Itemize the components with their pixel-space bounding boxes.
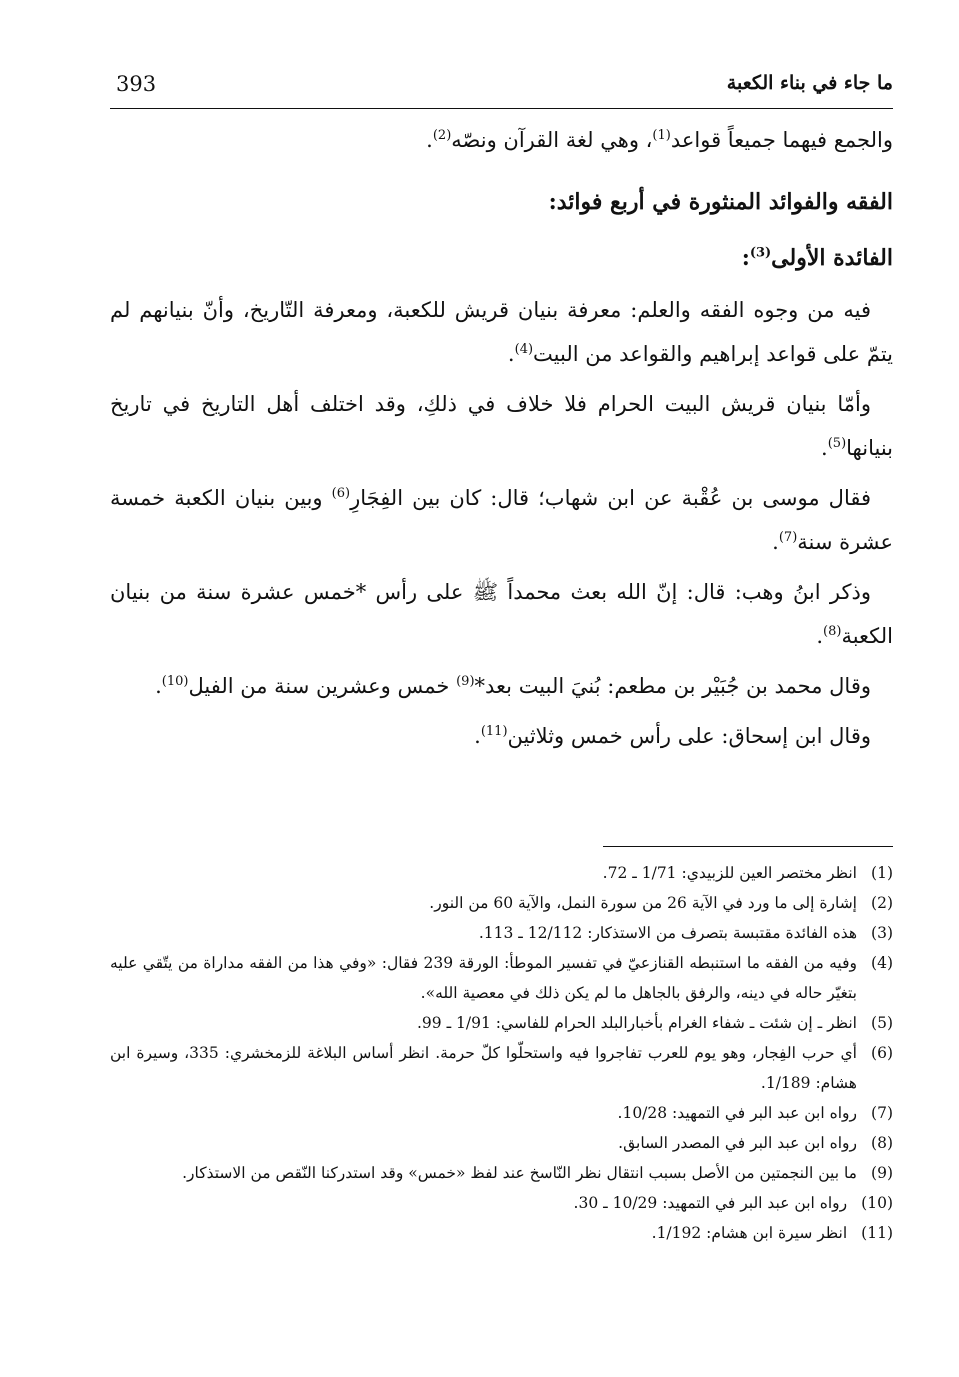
- footnote-ref: (3): [749, 245, 772, 261]
- footnote-item: [110, 888, 893, 918]
- footnote-item: [110, 1038, 893, 1098]
- footnote-text: أي حرب الفِجار، وهو يوم للعرب تفاجروا فيه واستحلّوا كلّ حرمة. انظر أساس البلاغة للزمخشري: 335، وسيرة ابن هشام: 1/189.: [110, 1044, 857, 1092]
- footnote-text: إشارة إلى ما ورد في الآية 26 من سورة النمل، والآية 60 من النور.: [429, 894, 857, 912]
- paragraph-text: وذكر ابنُ وهب: قال: إنّ الله بعث محمداً ﷺ على رأس *خمس عشرة سنة من بنيان الكعبة: [110, 580, 893, 648]
- paragraph-text: وقال محمد بن جُبَيْر بن مطعم: بُنيَ البيت بعد*: [474, 674, 871, 698]
- footnotes: [110, 858, 893, 1248]
- paragraph-text: .: [772, 530, 779, 554]
- footnote-item: [110, 1128, 893, 1158]
- paragraph-3: [110, 476, 893, 564]
- paragraph-5: [110, 664, 893, 708]
- paragraph-1: [110, 288, 893, 376]
- main-text: [110, 118, 893, 764]
- paragraph-text: .: [426, 128, 433, 152]
- paragraph-2: [110, 382, 893, 470]
- paragraph-text: والجمع فيهما جميعاً قواعد: [670, 128, 893, 152]
- page-header: [110, 70, 893, 110]
- page-number: 393: [116, 72, 157, 96]
- footnote-number: (4): [871, 954, 893, 972]
- footnote-number: (11): [861, 1224, 893, 1242]
- footnote-ref: (1): [652, 128, 671, 143]
- footnote-number: (8): [871, 1134, 893, 1152]
- footnote-number: (5): [871, 1014, 893, 1032]
- paragraph-text: .: [507, 342, 515, 366]
- paragraph-text: فقال موسى بن عُقْبة عن ابن شهاب؛ قال: كان بين الفِجَارِ: [350, 486, 871, 510]
- paragraph-text: وبين بنيان الكعبة خمسة عشرة سنة: [110, 486, 893, 554]
- footnote-item: [110, 1098, 893, 1128]
- paragraph-text: .: [821, 436, 828, 460]
- running-title: ما جاء في بناء الكعبة: [726, 72, 893, 94]
- footnote-ref: (5): [827, 436, 847, 451]
- footnote-ref: (9): [456, 674, 475, 689]
- header-rule: [110, 108, 893, 109]
- paragraph-text: وقال ابن إسحاق: على رأس خمس وثلاثين: [507, 724, 871, 748]
- footnote-ref: (11): [480, 724, 508, 739]
- heading-text: الفائدة الأولى: [771, 245, 893, 271]
- footnote-text: رواه ابن عبد البر في التمهيد: 10/29 ـ 30.: [573, 1194, 848, 1212]
- footnote-text: هذه الفائدة مقتبسة بتصرف من الاستذكار: 12/112 ـ 113.: [478, 924, 857, 942]
- paragraph-text: وأمّا بنيان قريش البيت الحرام فلا خلاف في ذلكِ، وقد اختلف أهل التاريخ في تاريخ بنيانها: [110, 392, 893, 460]
- footnote-text: رواه ابن عبد البر في التمهيد: 10/28.: [617, 1104, 857, 1122]
- heading-text: :: [741, 245, 750, 271]
- section-heading: الفقه والفوائد المنثورة في أربع فوائد:: [548, 189, 893, 215]
- paragraph-4: [110, 570, 893, 658]
- footnote-ref: (10): [161, 674, 189, 689]
- subsection-heading: [110, 232, 893, 284]
- paragraph-text: .: [155, 674, 162, 698]
- footnote-separator: [603, 846, 893, 847]
- footnote-item: [110, 1218, 893, 1248]
- footnote-number: (2): [871, 894, 893, 912]
- paragraph-6: [110, 714, 893, 758]
- footnote-text: وفيه من الفقه ما استنبطه القنازعيّ في تفسير الموطأ: الورقة 239 فقال: «وفي هذا من الفقه مداراة من يتّقي عليه بتغيّر حاله في دينه، والرفق بالجاهل ما لم يكن ذلك في معصية الله».: [110, 954, 857, 1002]
- footnote-text: انظر سيرة ابن هشام: 1/192.: [651, 1224, 848, 1242]
- footnote-text: انظر مختصر العين للزبيدي: 1/71 ـ 72.: [602, 864, 857, 882]
- footnote-ref: (6): [331, 486, 351, 501]
- paragraph-text: فيه من وجوه الفقه والعلم: معرفة بنيان قريش للكعبة، ومعرفة التّاريخ، وأنّ بنيانهم لم يتمّ على قواعد إبراهيم والقواعد من البيت: [110, 298, 893, 366]
- footnote-ref: (8): [823, 624, 842, 639]
- paragraph-text: .: [816, 624, 823, 648]
- footnote-number: (10): [861, 1194, 893, 1212]
- paragraph-0: [110, 118, 893, 162]
- footnote-number: (3): [871, 924, 893, 942]
- footnote-text: رواه ابن عبد البر في المصدر السابق.: [618, 1134, 857, 1152]
- footnote-number: (9): [871, 1164, 893, 1182]
- footnote-item: [110, 1188, 893, 1218]
- paragraph-text: خمس وعشرين سنة من الفيل: [188, 674, 457, 698]
- footnote-number: (6): [871, 1044, 893, 1062]
- footnote-item: [110, 1008, 893, 1038]
- paragraph-text: ، وهي لغة القرآن ونصّه: [451, 128, 653, 152]
- footnote-ref: (2): [432, 128, 452, 143]
- footnote-item: [110, 918, 893, 948]
- footnote-ref: (4): [514, 342, 534, 357]
- footnote-text: ما بين النجمتين من الأصل بسبب انتقال نظر النّاسخ عند لفظ «خمس» وقد استدركنا النّقص من الاستذكار.: [182, 1164, 857, 1182]
- footnote-number: (7): [871, 1104, 893, 1122]
- footnote-ref: (7): [778, 530, 798, 545]
- paragraph-text: .: [474, 724, 481, 748]
- footnote-item: [110, 948, 893, 1008]
- footnote-text: انظر ـ إن شئت ـ شفاء الغرام بأخبارالبلد الحرام للفاسي: 1/91 ـ 99.: [416, 1014, 857, 1032]
- footnote-number: (1): [871, 864, 893, 882]
- footnote-item: [110, 1158, 893, 1188]
- footnote-item: [110, 858, 893, 888]
